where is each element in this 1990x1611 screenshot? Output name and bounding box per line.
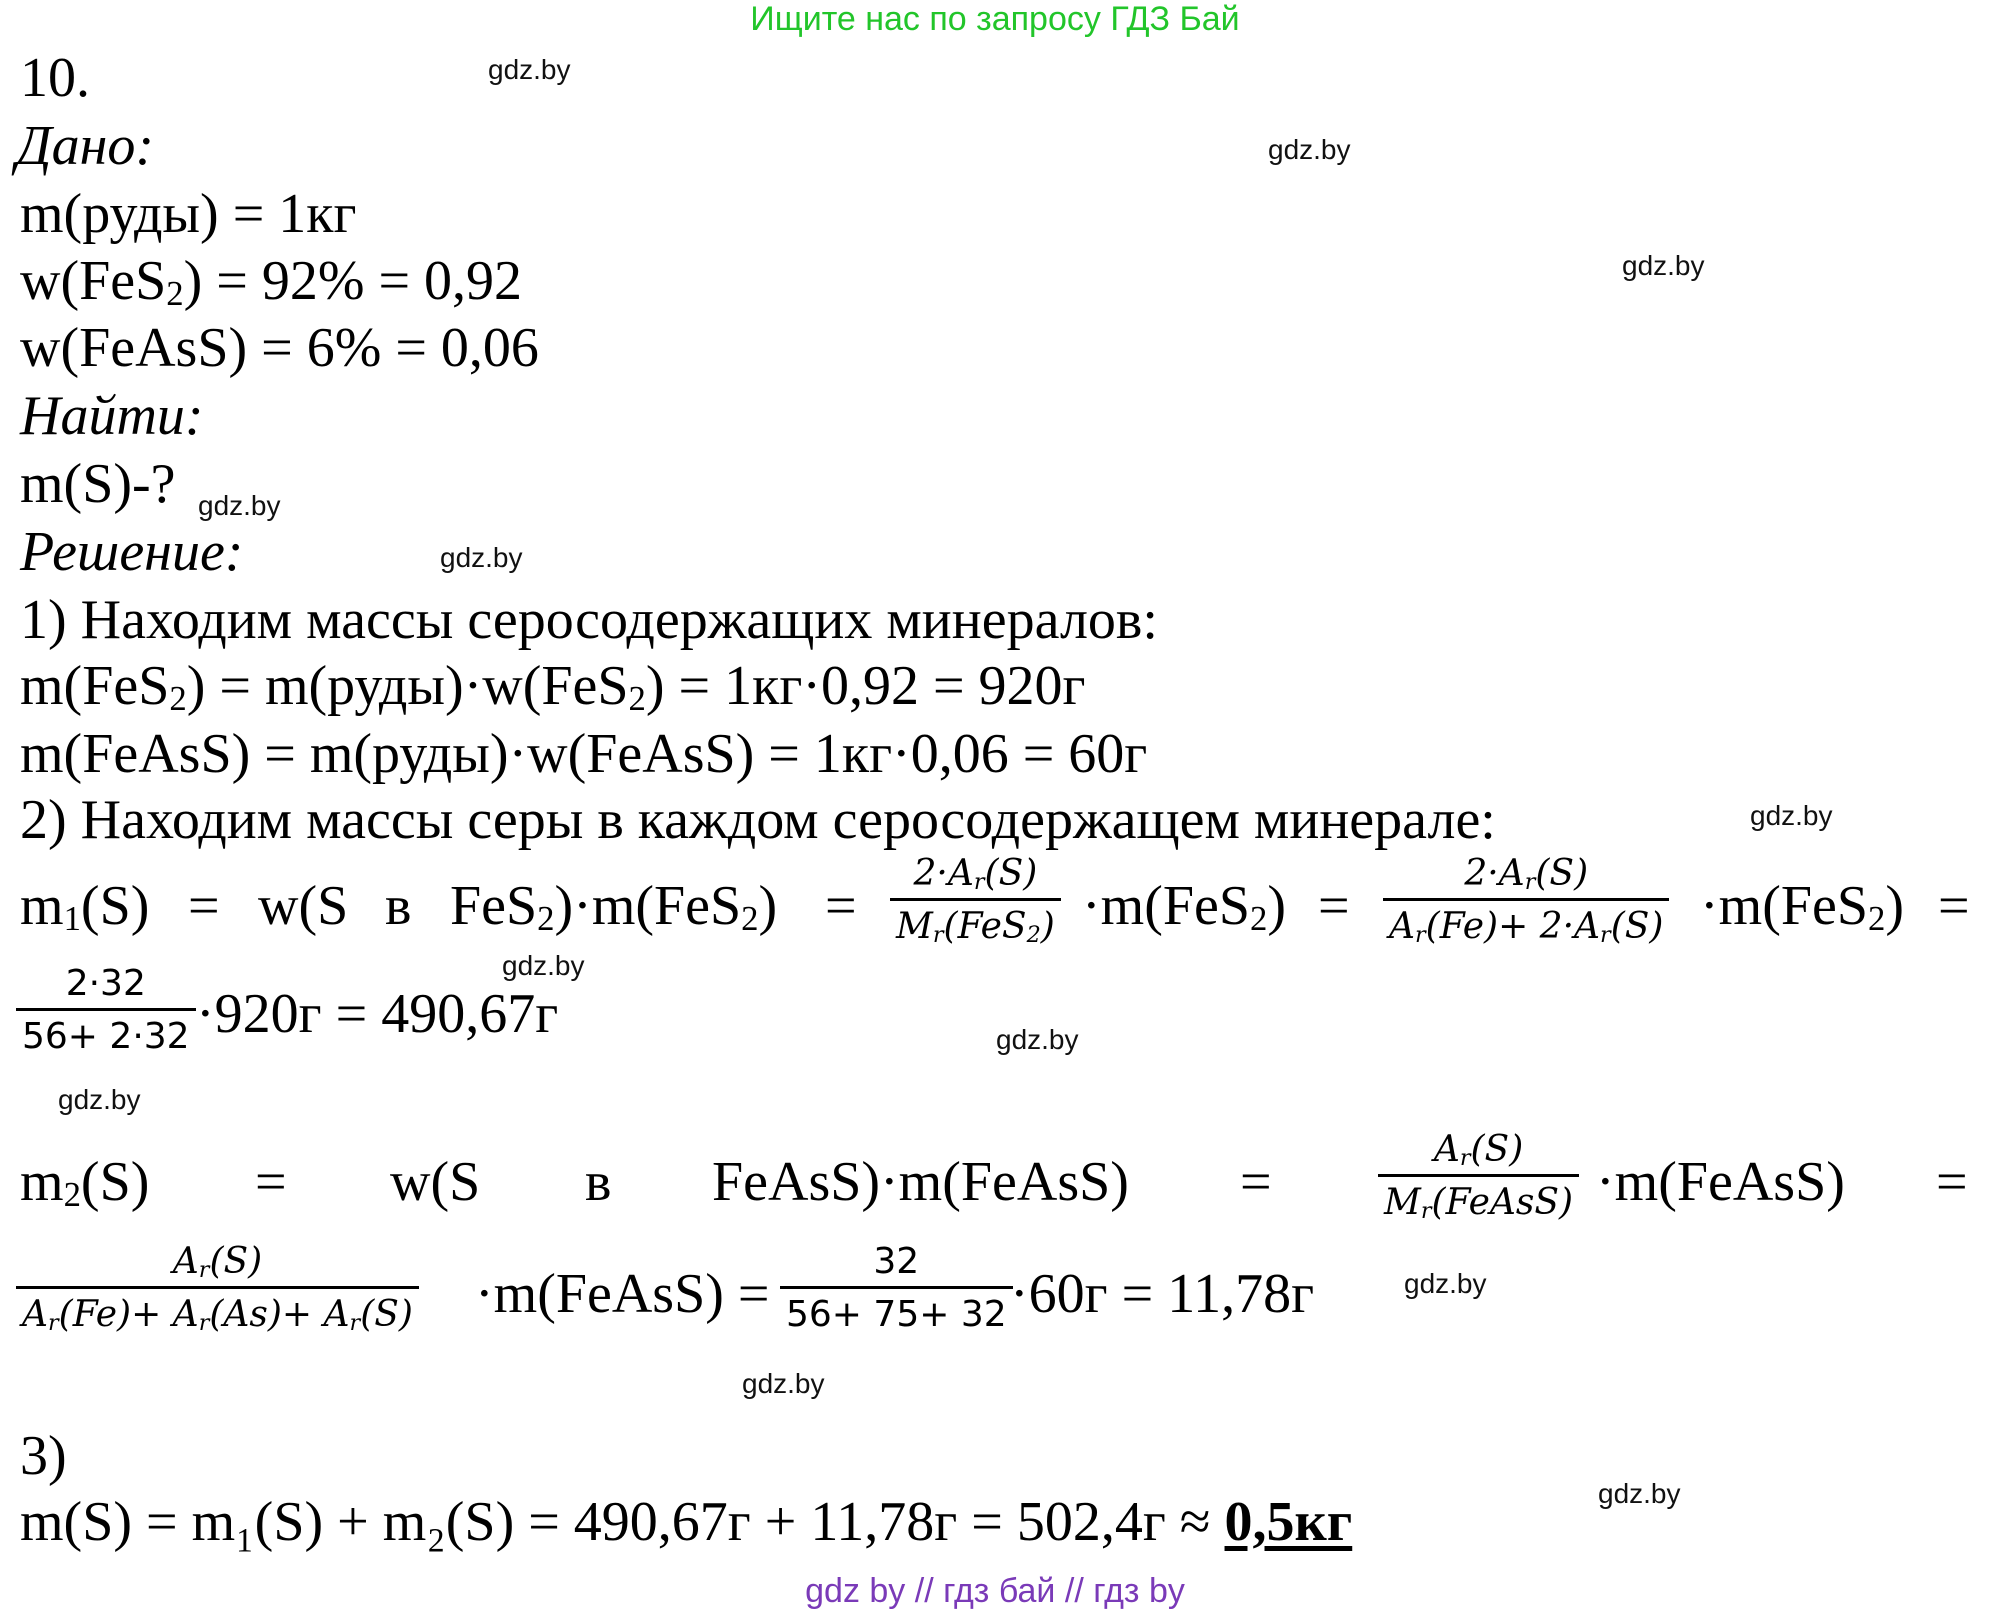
watermark: gdz.by	[440, 542, 523, 573]
given-ore-mass: m(руды) = 1кг	[20, 183, 357, 245]
step2-heading: 2) Находим массы серы в каждом серосодержащем минерале:	[20, 789, 1496, 851]
find-target: m(S)-?	[20, 453, 176, 515]
watermark: gdz.by	[1622, 250, 1705, 281]
watermark: gdz.by	[1268, 134, 1351, 165]
m2-fraction-atomic: $\frac{A_r(S)}{A_r(Fe)+ A_r(As)+ A_r(S)}$	[16, 1244, 419, 1333]
m2-w-close: FeAsS)·m(FeAsS)	[712, 1151, 1129, 1213]
m1-mul-mass-2: ·m(FeS$_2$)	[1700, 875, 1905, 939]
watermark: gdz.by	[1750, 800, 1833, 831]
m2-eq-3: =	[1936, 1151, 1968, 1213]
m2-mul-mass-1: ·m(FeAsS)	[1596, 1151, 1845, 1213]
m2-w-open: w(S	[390, 1151, 481, 1213]
given-w-feass: w(FeAsS) = 6% = 0,06	[20, 317, 539, 379]
m1-fraction-numeric: $\frac{2\cdot 32}{56+ 2\cdot 32}$	[16, 966, 196, 1055]
m1-eq-3: =	[1318, 875, 1350, 937]
given-heading: Дано:	[16, 115, 155, 177]
solution-heading: Решение:	[20, 521, 244, 583]
find-heading: Найти:	[20, 385, 204, 447]
m2-eq-2: =	[1240, 1151, 1272, 1213]
given-w-fes2: w(FeS$_2$) = 92% = 0,92	[20, 250, 523, 314]
watermark: gdz.by	[742, 1368, 825, 1399]
m2-fraction-molar: $A_r(S)$ $M_r(FeAsS)$	[1378, 1132, 1579, 1221]
m2-eq-1: =	[255, 1151, 287, 1213]
m2-fraction-numeric: $\frac{32}{56+ 75+ 32}$	[780, 1244, 1013, 1333]
m2-in-word: в	[585, 1151, 612, 1213]
step1-fes2-mass: m(FeS$_2$) = m(руды)·w(FeS$_2$) = 1кг·0,92 = 920г	[20, 655, 1086, 719]
watermark: gdz.by	[502, 950, 585, 981]
m1-eq-2: =	[825, 875, 857, 937]
problem-number: 10.	[20, 47, 90, 109]
m1-w-close: FeS$_2$)·m(FeS$_2$)	[450, 875, 778, 939]
m1-fraction-molar: $2\cdot A_r(S)$ $M_r(FeS_2)$	[890, 856, 1061, 945]
step3-equation: m(S) = m₁(S) + m₂(S) = 490,67г + 11,78г = 502,4г ≈ 0,5кг	[20, 1491, 1353, 1553]
m2-mid: ·m(FeAsS) =	[475, 1263, 770, 1325]
m1-mul-mass-1: ·m(FeS$_2$)	[1082, 875, 1287, 939]
watermark: gdz.by	[1404, 1268, 1487, 1299]
m2-result: ·60г = 11,78г	[1010, 1263, 1315, 1325]
m1-result: ·920г = 490,67г	[196, 983, 559, 1045]
bottom-banner: gdz by // гдз бай // гдз by	[805, 1572, 1185, 1610]
step3-label: 3)	[20, 1425, 67, 1487]
watermark: gdz.by	[996, 1024, 1079, 1055]
m2-lhs: $m_2(S)$	[20, 1151, 150, 1215]
final-answer: 0,5кг	[1224, 1491, 1353, 1553]
watermark: gdz.by	[58, 1084, 141, 1115]
m1-eq-4: =	[1938, 875, 1970, 937]
watermark: gdz.by	[488, 54, 571, 85]
m1-fraction-atomic: $\frac{2\cdot A_r(S)}{A_r(Fe)+ 2\cdot A_r(S)}$	[1383, 856, 1669, 945]
m1-w-open: w(S	[258, 875, 349, 937]
watermark: gdz.by	[198, 490, 281, 521]
m1-in-word: в	[385, 875, 412, 937]
watermark: gdz.by	[1598, 1478, 1681, 1509]
step1-heading: 1) Находим массы серосодержащих минералов:	[20, 589, 1158, 651]
top-banner: Ищите нас по запросу ГДЗ Бай	[750, 0, 1240, 38]
m1-eq-1: =	[188, 875, 220, 937]
m1-lhs: $m_1(S)$	[20, 875, 150, 939]
step1-feass-mass: m(FeAsS) = m(руды)·w(FeAsS) = 1кг·0,06 = 60г	[20, 723, 1148, 785]
